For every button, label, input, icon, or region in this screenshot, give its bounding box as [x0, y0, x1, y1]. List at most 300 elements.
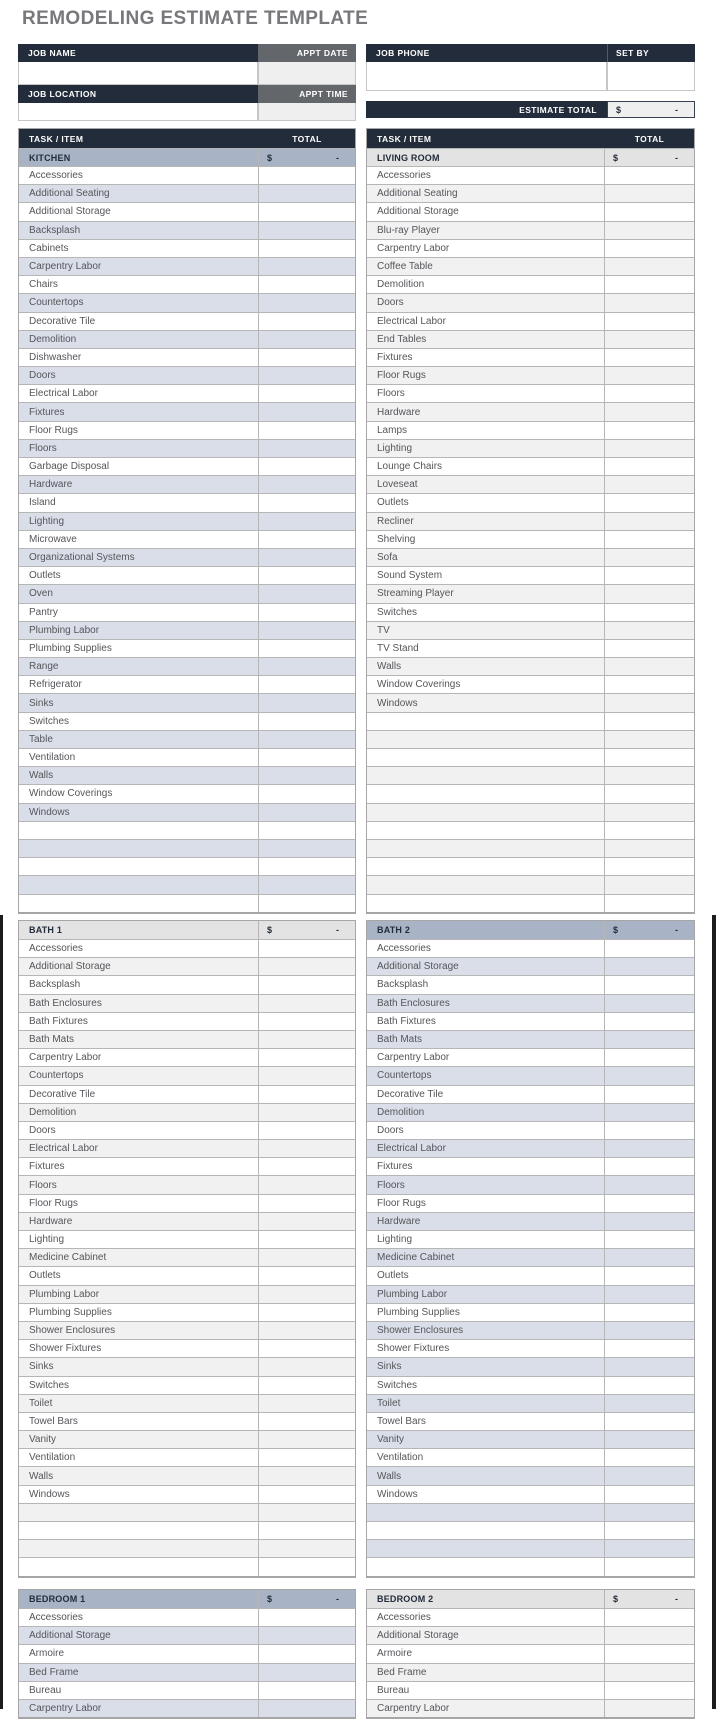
item-total-cell[interactable] — [605, 1486, 694, 1503]
item-total-cell[interactable] — [605, 294, 694, 311]
empty-total-cell[interactable] — [605, 785, 694, 802]
item-row — [367, 1681, 694, 1699]
appt-date-input[interactable] — [258, 62, 356, 85]
item-total-cell[interactable] — [259, 640, 355, 657]
item-row — [19, 1644, 355, 1662]
item-total-cell[interactable] — [259, 1067, 355, 1084]
item-total-cell[interactable] — [605, 1158, 694, 1175]
item-label: Oven — [19, 585, 259, 602]
item-label: Windows — [19, 1486, 259, 1503]
item-total-cell[interactable] — [605, 1609, 694, 1626]
empty-task-cell[interactable] — [19, 895, 259, 912]
item-total-cell[interactable] — [259, 767, 355, 784]
item-label: Demolition — [19, 1104, 259, 1121]
empty-total-cell[interactable] — [259, 1504, 355, 1521]
item-total-cell[interactable] — [259, 549, 355, 566]
item-total-cell[interactable] — [605, 1682, 694, 1699]
item-total-cell[interactable] — [605, 1322, 694, 1339]
item-total-cell[interactable] — [605, 622, 694, 639]
job-info-form-right — [366, 44, 695, 118]
item-label: Plumbing Supplies — [19, 640, 259, 657]
item-label: Sofa — [367, 549, 605, 566]
empty-total-cell[interactable] — [259, 895, 355, 912]
item-total-cell[interactable] — [605, 440, 694, 457]
item-label: Doors — [19, 367, 259, 384]
appt-time-input[interactable] — [258, 103, 356, 121]
item-label: Decorative Tile — [19, 313, 259, 330]
item-label: Shower Fixtures — [19, 1340, 259, 1357]
job-phone-input[interactable] — [366, 62, 607, 91]
item-total-cell[interactable] — [605, 1231, 694, 1248]
job-location-input[interactable] — [18, 103, 258, 121]
item-total-cell[interactable] — [259, 713, 355, 730]
currency-symbol: $ — [613, 152, 619, 163]
currency-symbol: $ — [613, 1594, 619, 1604]
item-total-cell[interactable] — [259, 1140, 355, 1157]
item-total-cell[interactable] — [259, 203, 355, 220]
item-total-cell[interactable] — [605, 1140, 694, 1157]
item-total-cell[interactable] — [605, 694, 694, 711]
item-row — [19, 1376, 355, 1394]
item-label: Floor Rugs — [367, 1195, 605, 1212]
living-room-section-table — [366, 128, 695, 914]
currency-symbol: $ — [616, 104, 622, 115]
empty-row — [19, 857, 355, 875]
item-total-cell[interactable] — [259, 1340, 355, 1357]
empty-task-cell[interactable] — [367, 822, 605, 839]
bath-1-section-table — [18, 920, 356, 1578]
item-total-cell[interactable] — [259, 276, 355, 293]
item-total-cell[interactable] — [605, 676, 694, 693]
empty-total-cell[interactable] — [605, 1504, 694, 1521]
estimate-total-label: ESTIMATE TOTAL — [366, 101, 607, 118]
item-label: Doors — [19, 1122, 259, 1139]
item-total-cell[interactable] — [259, 240, 355, 257]
empty-task-cell[interactable] — [19, 1522, 259, 1539]
item-total-cell[interactable] — [259, 1213, 355, 1230]
item-total-cell[interactable] — [259, 1682, 355, 1699]
item-total-cell[interactable] — [259, 1267, 355, 1284]
item-label: Outlets — [367, 494, 605, 511]
item-total-cell[interactable] — [605, 513, 694, 530]
item-row — [19, 1175, 355, 1193]
empty-total-cell[interactable] — [605, 1540, 694, 1557]
empty-total-cell[interactable] — [605, 840, 694, 857]
empty-total-cell[interactable] — [605, 1558, 694, 1575]
item-total-cell[interactable] — [605, 494, 694, 511]
item-row — [19, 603, 355, 621]
section-total-cell[interactable] — [605, 921, 694, 939]
item-label: Bath Fixtures — [19, 1013, 259, 1030]
item-label: Lighting — [19, 1231, 259, 1248]
item-total-cell[interactable] — [259, 458, 355, 475]
item-row — [367, 1608, 694, 1626]
empty-row — [367, 784, 694, 802]
empty-task-cell[interactable] — [367, 767, 605, 784]
item-total-cell[interactable] — [259, 1358, 355, 1375]
item-total-cell[interactable] — [605, 1249, 694, 1266]
item-total-cell[interactable] — [605, 531, 694, 548]
item-label: Outlets — [19, 1267, 259, 1284]
item-total-cell[interactable] — [605, 1664, 694, 1681]
item-total-cell[interactable] — [605, 1176, 694, 1193]
item-row — [367, 257, 694, 275]
empty-total-cell[interactable] — [605, 895, 694, 912]
empty-task-cell[interactable] — [19, 1540, 259, 1557]
estimate-total-cell[interactable] — [607, 101, 695, 118]
item-total-cell[interactable] — [605, 585, 694, 602]
item-total-cell[interactable] — [605, 1286, 694, 1303]
item-total-cell[interactable] — [259, 1013, 355, 1030]
item-label: Outlets — [367, 1267, 605, 1284]
item-total-cell[interactable] — [259, 294, 355, 311]
item-total-cell[interactable] — [259, 567, 355, 584]
item-total-cell[interactable] — [605, 1086, 694, 1103]
item-total-cell[interactable] — [605, 1467, 694, 1484]
empty-task-cell[interactable] — [367, 876, 605, 893]
item-label: Electrical Labor — [367, 313, 605, 330]
item-total-cell[interactable] — [605, 1031, 694, 1048]
empty-task-cell[interactable] — [19, 840, 259, 857]
item-total-cell[interactable] — [259, 513, 355, 530]
item-row — [367, 348, 694, 366]
item-total-cell[interactable] — [259, 1413, 355, 1430]
item-total-cell[interactable] — [605, 604, 694, 621]
empty-total-cell[interactable] — [605, 876, 694, 893]
empty-row — [19, 1503, 355, 1521]
empty-total-cell[interactable] — [259, 840, 355, 857]
empty-task-cell[interactable] — [367, 804, 605, 821]
empty-task-cell[interactable] — [367, 785, 605, 802]
item-total-cell[interactable] — [605, 995, 694, 1012]
item-total-cell[interactable] — [259, 367, 355, 384]
section-total-cell[interactable] — [259, 1590, 355, 1608]
item-total-cell[interactable] — [259, 1158, 355, 1175]
section-name: BATH 2 — [367, 921, 605, 939]
item-total-cell[interactable] — [259, 1249, 355, 1266]
item-row — [367, 548, 694, 566]
item-total-cell[interactable] — [605, 1213, 694, 1230]
item-total-cell[interactable] — [259, 1176, 355, 1193]
empty-total-cell[interactable] — [605, 713, 694, 730]
page-edge-right — [712, 915, 716, 1709]
section-total-cell[interactable] — [605, 1590, 694, 1608]
item-row — [19, 439, 355, 457]
item-total-cell[interactable] — [605, 1627, 694, 1644]
item-label: Demolition — [19, 331, 259, 348]
item-total-cell[interactable] — [259, 658, 355, 675]
item-total-cell[interactable] — [259, 1395, 355, 1412]
item-total-cell[interactable] — [605, 1340, 694, 1357]
item-total-cell[interactable] — [259, 313, 355, 330]
item-label: Backsplash — [19, 976, 259, 993]
item-total-cell[interactable] — [259, 385, 355, 402]
item-row — [19, 402, 355, 420]
item-row — [19, 1699, 355, 1717]
empty-task-cell[interactable] — [19, 858, 259, 875]
item-total-cell[interactable] — [259, 422, 355, 439]
item-total-cell[interactable] — [259, 1486, 355, 1503]
item-total-cell[interactable] — [259, 976, 355, 993]
item-total-cell[interactable] — [259, 1431, 355, 1448]
item-row — [19, 1394, 355, 1412]
item-total-cell[interactable] — [259, 1449, 355, 1466]
item-row — [19, 1357, 355, 1375]
item-total-cell[interactable] — [259, 1664, 355, 1681]
item-label: End Tables — [367, 331, 605, 348]
item-total-cell[interactable] — [605, 1358, 694, 1375]
empty-total-cell[interactable] — [259, 822, 355, 839]
item-label: Additional Storage — [367, 958, 605, 975]
item-total-cell[interactable] — [605, 1449, 694, 1466]
item-label: Hardware — [367, 403, 605, 420]
item-total-cell[interactable] — [605, 640, 694, 657]
item-total-cell[interactable] — [259, 731, 355, 748]
item-row — [19, 1681, 355, 1699]
item-total-cell[interactable] — [605, 1104, 694, 1121]
item-row — [19, 184, 355, 202]
item-row — [367, 584, 694, 602]
item-label: Decorative Tile — [367, 1086, 605, 1103]
item-total-cell[interactable] — [605, 549, 694, 566]
item-total-cell[interactable] — [259, 167, 355, 184]
item-total-cell[interactable] — [259, 1609, 355, 1626]
item-row — [19, 657, 355, 675]
section-total-cell[interactable] — [259, 921, 355, 939]
item-row — [19, 202, 355, 220]
empty-total-cell[interactable] — [605, 767, 694, 784]
item-total-cell[interactable] — [605, 940, 694, 957]
item-total-cell[interactable] — [605, 1395, 694, 1412]
empty-total-cell[interactable] — [259, 1558, 355, 1575]
empty-task-cell[interactable] — [367, 713, 605, 730]
item-total-cell[interactable] — [259, 585, 355, 602]
item-row — [367, 1212, 694, 1230]
item-total-cell[interactable] — [259, 403, 355, 420]
empty-total-cell[interactable] — [605, 731, 694, 748]
item-total-cell[interactable] — [605, 276, 694, 293]
empty-task-cell[interactable] — [367, 1558, 605, 1575]
item-total-cell[interactable] — [259, 958, 355, 975]
item-row — [19, 512, 355, 530]
item-total-cell[interactable] — [259, 604, 355, 621]
item-total-cell[interactable] — [259, 1122, 355, 1139]
task-item-column-header: TASK / ITEM — [377, 133, 432, 144]
section-total-value: - — [336, 925, 339, 935]
item-total-cell[interactable] — [605, 1645, 694, 1662]
bath-2-section-table — [366, 920, 695, 1578]
item-label: Fixtures — [19, 1158, 259, 1175]
item-label: Floors — [367, 385, 605, 402]
item-label: Bed Frame — [19, 1664, 259, 1681]
item-label: Doors — [367, 294, 605, 311]
item-row — [367, 1266, 694, 1284]
item-label: Backsplash — [19, 222, 259, 239]
item-label: Fixtures — [19, 403, 259, 420]
item-label: Floors — [19, 1176, 259, 1193]
item-row — [19, 730, 355, 748]
item-row — [367, 994, 694, 1012]
item-total-cell[interactable] — [605, 1122, 694, 1139]
item-label: Carpentry Labor — [19, 1700, 259, 1717]
empty-total-cell[interactable] — [605, 822, 694, 839]
item-total-cell[interactable] — [259, 258, 355, 275]
item-total-cell[interactable] — [259, 1104, 355, 1121]
empty-total-cell[interactable] — [259, 858, 355, 875]
empty-total-cell[interactable] — [259, 1540, 355, 1557]
empty-task-cell[interactable] — [367, 749, 605, 766]
empty-task-cell[interactable] — [367, 895, 605, 912]
empty-task-cell[interactable] — [367, 1540, 605, 1557]
item-label: Range — [19, 658, 259, 675]
item-total-cell[interactable] — [605, 185, 694, 202]
item-total-cell[interactable] — [259, 222, 355, 239]
item-total-cell[interactable] — [605, 1049, 694, 1066]
item-total-cell[interactable] — [605, 167, 694, 184]
item-total-cell[interactable] — [605, 385, 694, 402]
job-location-header: JOB LOCATION — [18, 85, 258, 103]
item-total-cell[interactable] — [259, 185, 355, 202]
item-total-cell[interactable] — [605, 331, 694, 348]
item-total-cell[interactable] — [605, 240, 694, 257]
item-total-cell[interactable] — [605, 349, 694, 366]
bedroom-1-section-table — [18, 1589, 356, 1719]
item-total-cell[interactable] — [605, 476, 694, 493]
empty-task-cell[interactable] — [19, 1558, 259, 1575]
item-total-cell[interactable] — [605, 1304, 694, 1321]
item-total-cell[interactable] — [259, 940, 355, 957]
empty-task-cell[interactable] — [367, 858, 605, 875]
section-total-cell[interactable] — [605, 149, 694, 166]
item-total-cell[interactable] — [605, 1267, 694, 1284]
item-row — [19, 1485, 355, 1503]
item-total-cell[interactable] — [605, 1067, 694, 1084]
set-by-input[interactable] — [607, 62, 695, 91]
item-row — [19, 1139, 355, 1157]
page-title: REMODELING ESTIMATE TEMPLATE — [22, 8, 369, 29]
item-total-cell[interactable] — [259, 331, 355, 348]
item-total-cell[interactable] — [259, 804, 355, 821]
item-label: Additional Storage — [19, 203, 259, 220]
section-total-value: - — [675, 1594, 678, 1604]
empty-task-cell[interactable] — [367, 1504, 605, 1521]
item-total-cell[interactable] — [259, 476, 355, 493]
item-total-cell[interactable] — [259, 622, 355, 639]
item-row — [367, 184, 694, 202]
item-total-cell[interactable] — [259, 1467, 355, 1484]
item-label: Hardware — [367, 1213, 605, 1230]
item-total-cell[interactable] — [259, 995, 355, 1012]
empty-task-cell[interactable] — [19, 1504, 259, 1521]
empty-row — [19, 1539, 355, 1557]
empty-total-cell[interactable] — [605, 1522, 694, 1539]
item-total-cell[interactable] — [605, 1413, 694, 1430]
item-total-cell[interactable] — [259, 1377, 355, 1394]
empty-total-cell[interactable] — [259, 1522, 355, 1539]
item-total-cell[interactable] — [259, 1031, 355, 1048]
empty-total-cell[interactable] — [605, 749, 694, 766]
section-total-cell[interactable] — [259, 149, 355, 166]
item-row — [367, 239, 694, 257]
item-total-cell[interactable] — [259, 1286, 355, 1303]
item-label: Armoire — [19, 1645, 259, 1662]
item-total-cell[interactable] — [605, 313, 694, 330]
item-total-cell[interactable] — [605, 567, 694, 584]
item-total-cell[interactable] — [259, 676, 355, 693]
item-total-cell[interactable] — [259, 494, 355, 511]
item-label: Doors — [367, 1122, 605, 1139]
item-total-cell[interactable] — [605, 222, 694, 239]
item-total-cell[interactable] — [605, 1013, 694, 1030]
item-label: Toilet — [19, 1395, 259, 1412]
empty-row — [367, 1539, 694, 1557]
item-total-cell[interactable] — [605, 976, 694, 993]
empty-row — [19, 821, 355, 839]
item-total-cell[interactable] — [259, 531, 355, 548]
item-total-cell[interactable] — [259, 749, 355, 766]
item-row — [19, 1212, 355, 1230]
item-label: Fixtures — [367, 1158, 605, 1175]
item-total-cell[interactable] — [605, 203, 694, 220]
empty-row — [367, 894, 694, 912]
item-total-cell[interactable] — [259, 1086, 355, 1103]
empty-task-cell[interactable] — [367, 731, 605, 748]
item-total-cell[interactable] — [605, 1195, 694, 1212]
empty-task-cell[interactable] — [367, 840, 605, 857]
empty-task-cell[interactable] — [367, 1522, 605, 1539]
item-row — [19, 1048, 355, 1066]
item-total-cell[interactable] — [259, 1645, 355, 1662]
item-total-cell[interactable] — [605, 422, 694, 439]
item-total-cell[interactable] — [605, 403, 694, 420]
item-total-cell[interactable] — [259, 349, 355, 366]
section-header-row — [367, 1590, 694, 1608]
item-total-cell[interactable] — [259, 1322, 355, 1339]
item-total-cell[interactable] — [605, 658, 694, 675]
item-total-cell[interactable] — [259, 1195, 355, 1212]
item-total-cell[interactable] — [605, 258, 694, 275]
empty-task-cell[interactable] — [19, 876, 259, 893]
item-total-cell[interactable] — [605, 1431, 694, 1448]
item-label: Recliner — [367, 513, 605, 530]
item-total-cell[interactable] — [259, 1231, 355, 1248]
item-total-cell[interactable] — [259, 694, 355, 711]
item-label: Toilet — [367, 1395, 605, 1412]
item-total-cell[interactable] — [259, 440, 355, 457]
item-total-cell[interactable] — [605, 958, 694, 975]
empty-row — [367, 730, 694, 748]
job-name-input[interactable] — [18, 62, 258, 85]
item-total-cell[interactable] — [605, 1377, 694, 1394]
item-total-cell[interactable] — [259, 1049, 355, 1066]
item-label: Bath Mats — [19, 1031, 259, 1048]
item-total-cell[interactable] — [259, 1627, 355, 1644]
item-row — [19, 1448, 355, 1466]
section-total-value: - — [336, 1594, 339, 1604]
item-total-cell[interactable] — [259, 1304, 355, 1321]
item-row — [19, 1266, 355, 1284]
item-label: Accessories — [367, 1609, 605, 1626]
item-row — [367, 1012, 694, 1030]
empty-total-cell[interactable] — [605, 858, 694, 875]
item-total-cell[interactable] — [605, 458, 694, 475]
item-total-cell[interactable] — [605, 367, 694, 384]
item-total-cell[interactable] — [259, 785, 355, 802]
empty-total-cell[interactable] — [259, 876, 355, 893]
item-label: Accessories — [367, 940, 605, 957]
empty-total-cell[interactable] — [605, 804, 694, 821]
empty-task-cell[interactable] — [19, 822, 259, 839]
